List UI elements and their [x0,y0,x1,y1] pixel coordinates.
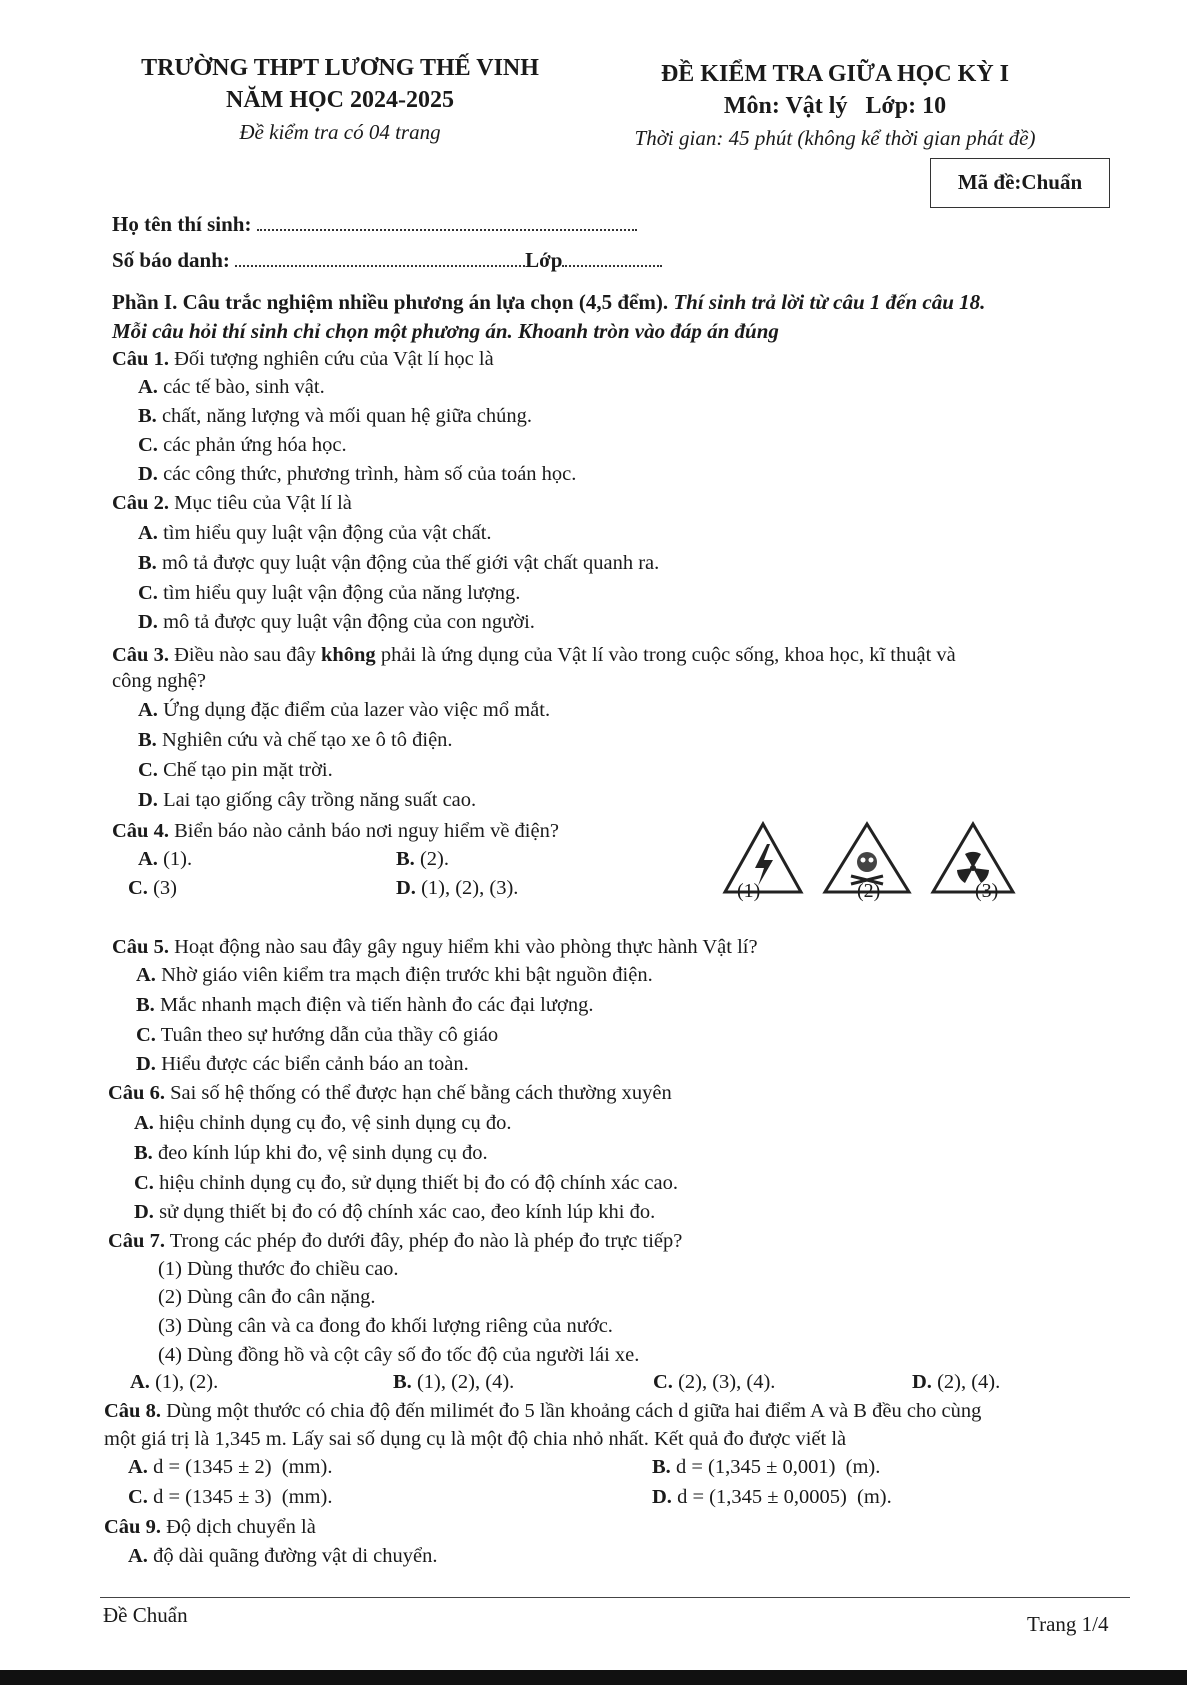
option-d[interactable]: D. Lai tạo giống cây trồng năng suất cao. [138,789,477,811]
option-c[interactable]: C. Chế tạo pin mặt trời. [138,759,333,781]
option-a[interactable]: A. (1). [138,848,193,870]
option-c[interactable]: C. (2), (3), (4). [653,1371,776,1393]
option-b[interactable]: B. Nghiên cứu và chế tạo xe ô tô điện. [138,729,453,751]
option-c[interactable]: C. d = (1345 ± 3) (mm). [128,1486,333,1508]
list-item: (1) Dùng thước đo chiều cao. [158,1258,399,1280]
question-2: Câu 2. Mục tiêu của Vật lí là [112,492,352,514]
option-a[interactable]: A. Nhờ giáo viên kiểm tra mạch điện trước khi bật nguồn điện. [136,964,653,986]
student-name-row [112,212,637,237]
option-c[interactable]: C. (3) [128,877,177,899]
option-d[interactable]: D. Hiểu được các biển cảnh báo an toàn. [136,1053,469,1075]
question-3-cont: công nghệ? [112,670,206,692]
option-b[interactable]: B. Mắc nhanh mạch điện và tiến hành đo các đại lượng. [136,994,594,1016]
pages-note: Đề kiểm tra có 04 trang [239,120,441,144]
question-9: Câu 9. Độ dịch chuyển là [104,1516,316,1538]
exam-title: ĐỀ KIỂM TRA GIỮA HỌC KỲ I [660,61,1010,87]
scan-edge [0,1670,1187,1685]
option-b[interactable]: B. d = (1,345 ± 0,001) (m). [652,1456,881,1478]
option-d[interactable]: D. d = (1,345 ± 0,0005) (m). [652,1486,892,1508]
class-label: Lớp [525,248,563,272]
subject-grade: Môn: Vật lý Lớp: 10 [723,93,947,119]
list-item: (3) Dùng cân và ca đong đo khối lượng riêng của nước. [158,1315,613,1337]
student-id-blank[interactable] [235,251,525,267]
part1-instruction-1: Thí sinh trả lời từ câu 1 đến câu 18. [673,290,986,314]
sign-label-2: (2) [857,880,881,902]
option-d[interactable]: D. các công thức, phương trình, hàm số của toán học. [138,463,577,485]
question-3: Câu 3. Điều nào sau đây không phải là ứng dụng của Vật lí vào trong cuộc sống, khoa học, kĩ thuật và [112,644,956,666]
list-item: (4) Dùng đồng hồ và cột cây số đo tốc độ của người lái xe. [158,1344,640,1366]
question-8: Câu 8. Dùng một thước có chia độ đến milimét đo 5 lần khoảng cách d giữa hai điểm A và B đều cho cùng [104,1400,982,1422]
question-8-cont: một giá trị là 1,345 m. Lấy sai số dụng cụ là một độ chia nhỏ nhất. Kết quả đo được viết là [104,1428,847,1450]
option-c[interactable]: C. các phản ứng hóa học. [138,434,347,456]
question-4: Câu 4. Biển báo nào cảnh báo nơi nguy hiểm về điện? [112,820,559,842]
question-label: Câu 1. [112,348,169,370]
option-b[interactable]: B. mô tả được quy luật vận động của thế giới vật chất quanh ra. [138,552,660,574]
sign-label-3: (3) [975,880,999,902]
footer-exam-code: Đề Chuẩn [103,1603,188,1627]
option-d[interactable]: D. (1), (2), (3). [396,877,519,899]
option-b[interactable]: B. (1), (2), (4). [393,1371,515,1393]
option-a[interactable]: A. các tế bào, sinh vật. [138,376,325,398]
option-b[interactable]: B. (2). [396,848,449,870]
radiation-hazard-sign-icon [933,824,1013,892]
list-item: (2) Dùng cân đo cân nặng. [158,1286,376,1308]
question-6: Câu 6. Sai số hệ thống có thể được hạn chế bằng cách thường xuyên [108,1082,672,1104]
exam-header [600,58,1070,154]
option-a[interactable]: A. d = (1345 ± 2) (mm). [128,1456,333,1478]
student-name-label: Họ tên thí sinh: [112,212,252,236]
student-name-blank[interactable] [257,215,637,231]
option-a[interactable]: A. hiệu chỉnh dụng cụ đo, vệ sinh dụng cụ đo. [134,1112,512,1134]
school-name: TRƯỜNG THPT LƯƠNG THẾ VINH [141,55,539,81]
option-b[interactable]: B. chất, năng lượng và mối quan hệ giữa chúng. [138,405,533,427]
question-text: Đối tượng nghiên cứu của Vật lí học là [174,348,494,370]
school-year: NĂM HỌC 2024-2025 [226,87,454,113]
student-id-label: Số báo danh: [112,248,230,272]
footer-divider [100,1597,1130,1598]
option-a[interactable]: A. tìm hiểu quy luật vận động của vật chất. [138,522,492,544]
question-1 [112,346,494,372]
student-id-row [112,248,662,273]
page-number: Trang 1/4 [1027,1612,1109,1636]
sign-label-1: (1) [737,880,761,902]
option-d[interactable]: D. sử dụng thiết bị đo có độ chính xác cao, đeo kính lúp khi đo. [134,1201,656,1223]
time-note: Thời gian: 45 phút (không kể thời gian phát đề) [634,126,1036,150]
option-c[interactable]: C. hiệu chỉnh dụng cụ đo, sử dụng thiết bị đo có độ chính xác cao. [134,1172,679,1194]
option-c[interactable]: C. Tuân theo sự hướng dẫn của thầy cô giáo [136,1024,499,1046]
class-blank[interactable] [562,251,662,267]
option-b[interactable]: B. đeo kính lúp khi đo, vệ sinh dụng cụ đo. [134,1142,488,1164]
option-a[interactable]: A. độ dài quãng đường vật di chuyển. [128,1545,438,1567]
part1-heading [112,289,985,315]
option-a[interactable]: A. (1), (2). [130,1371,219,1393]
option-a[interactable]: A. Ứng dụng đặc điểm của lazer vào việc mổ mắt. [138,699,551,721]
part1-instruction-2: Mỗi câu hỏi thí sinh chỉ chọn một phương án. Khoanh tròn vào đáp án đúng [112,319,779,343]
question-7: Câu 7. Trong các phép đo dưới đây, phép đo nào là phép đo trực tiếp? [108,1230,683,1252]
part1-title: Phần I. Câu trắc nghiệm nhiều phương án lựa chọn (4,5 đểm). [112,290,669,314]
exam-code-box: Mã đề:Chuẩn [930,158,1110,208]
school-header [120,52,560,148]
option-d[interactable]: D. mô tả được quy luật vận động của con người. [138,611,535,633]
question-5: Câu 5. Hoạt động nào sau đây gây nguy hiểm khi vào phòng thực hành Vật lí? [112,936,758,958]
option-c[interactable]: C. tìm hiểu quy luật vận động của năng lượng. [138,582,521,604]
option-d[interactable]: D. (2), (4). [912,1371,1001,1393]
